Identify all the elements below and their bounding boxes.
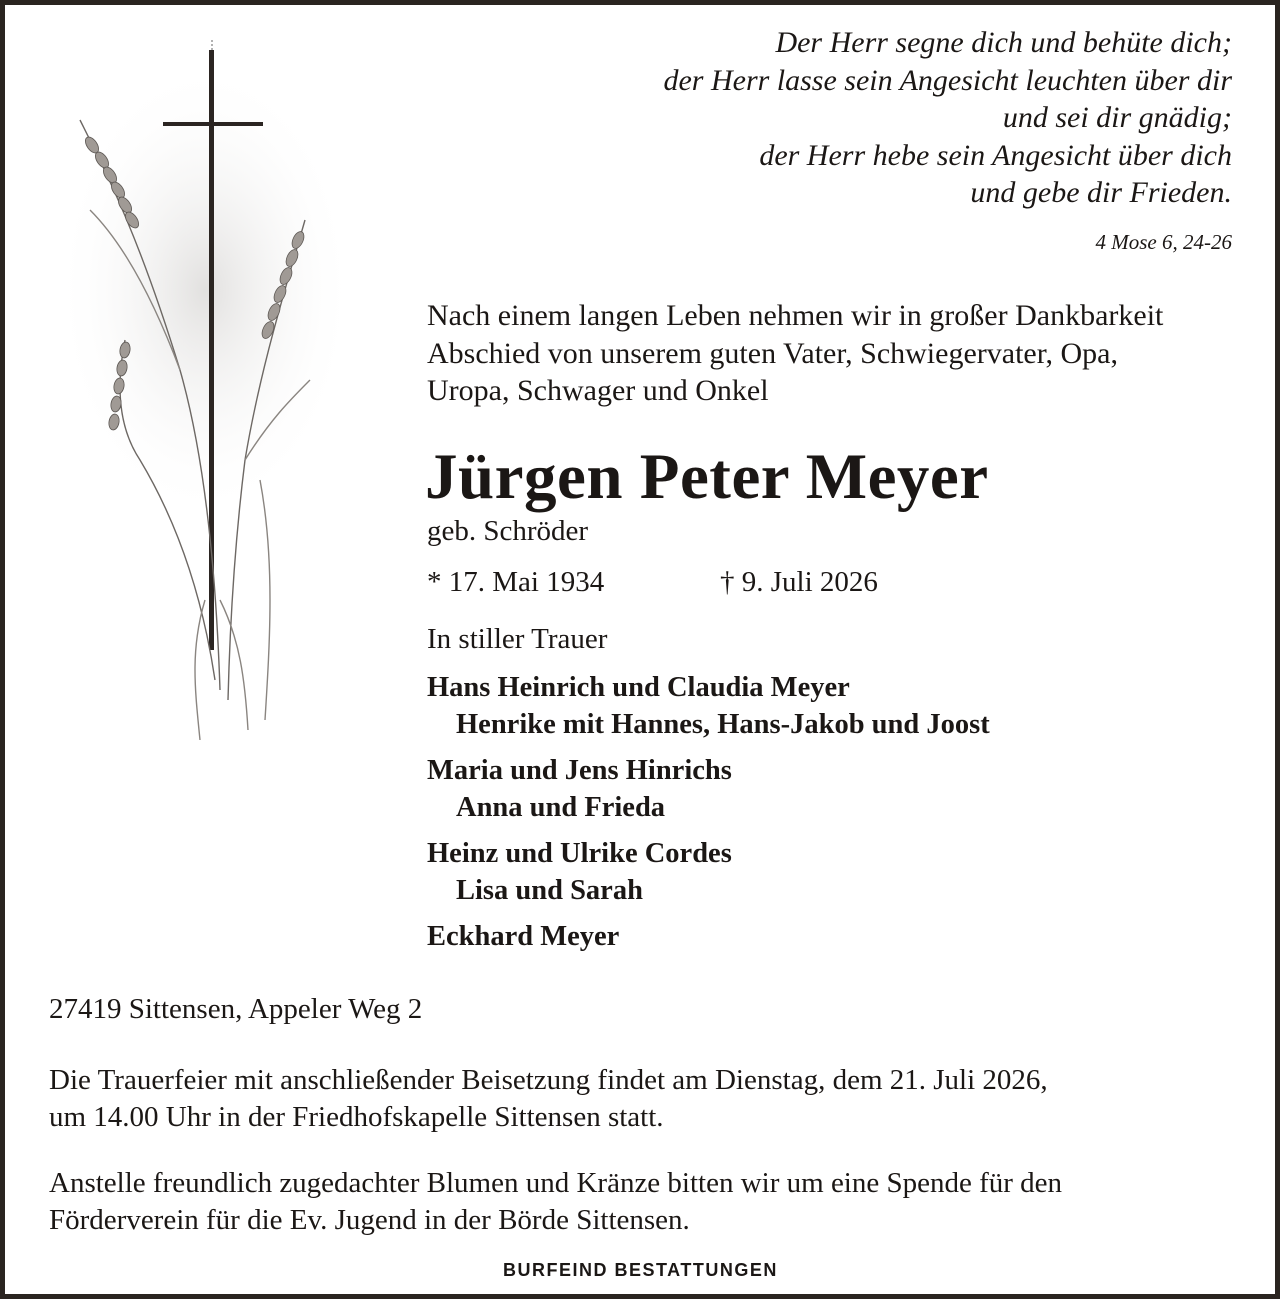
funeral-service-info [49,1062,1249,1136]
service-line: um 14.00 Uhr in der Friedhofskapelle Sittensen statt. [49,1101,664,1133]
intro-line: Abschied von unserem guten Vater, Schwiegervater, Opa, [427,336,1118,370]
family-main: Eckhard Meyer [427,921,620,952]
donation-request [49,1165,1249,1239]
mourning-text: In stiller Trauer [427,623,608,655]
family-main: Hans Heinrich und Claudia Meyer [427,672,850,703]
verse-line: und gebe dir Frieden. [970,176,1232,209]
family-group [427,918,1247,955]
bible-verse [472,24,1232,212]
verse-line: der Herr lasse sein Angesicht leuchten über dir [663,63,1232,97]
verse-line: Der Herr segne dich und behüte dich; [775,26,1232,59]
family-group [427,669,1247,743]
intro-line: Nach einem langen Leben nehmen wir in großer Dankbarkeit [427,299,1164,332]
family-group [427,752,1247,826]
intro-text [427,297,1247,410]
family-group [427,835,1247,909]
verse-line: der Herr hebe sein Angesicht über dich [759,138,1232,172]
family-sub: Anna und Frieda [456,792,666,823]
service-line: Die Trauerfeier mit anschließender Beisetzung findet am Dienstag, dem 21. Juli 2026, [49,1064,1048,1096]
cross-with-wheat-illustration [30,40,350,740]
family-main: Heinz und Ulrike Cordes [427,838,732,869]
donation-line: Förderverein für die Ev. Jugend in der Börde Sittensen. [49,1204,690,1236]
verse-line: und sei dir gnädig; [1002,101,1232,134]
verse-reference: 4 Mose 6, 24-26 [1095,230,1232,254]
family-main: Maria und Jens Hinrichs [427,755,732,786]
family-sub: Henrike mit Hannes, Hans-Jakob und Joost [456,709,990,740]
undertaker-logo: BURFEIND BESTATTUNGEN [503,1260,778,1280]
family-list [427,669,1247,964]
deceased-name: Jürgen Peter Meyer [425,441,989,513]
birth-date: * 17. Mai 1934 [427,566,605,598]
birth-name: geb. Schröder [427,515,589,547]
address: 27419 Sittensen, Appeler Weg 2 [49,993,423,1025]
donation-line: Anstelle freundlich zugedachter Blumen und Kränze bitten wir um eine Spende für den [49,1167,1063,1199]
family-sub: Lisa und Sarah [456,875,643,906]
intro-line: Uropa, Schwager und Onkel [427,374,769,407]
death-date: † 9. Juli 2026 [720,566,878,598]
